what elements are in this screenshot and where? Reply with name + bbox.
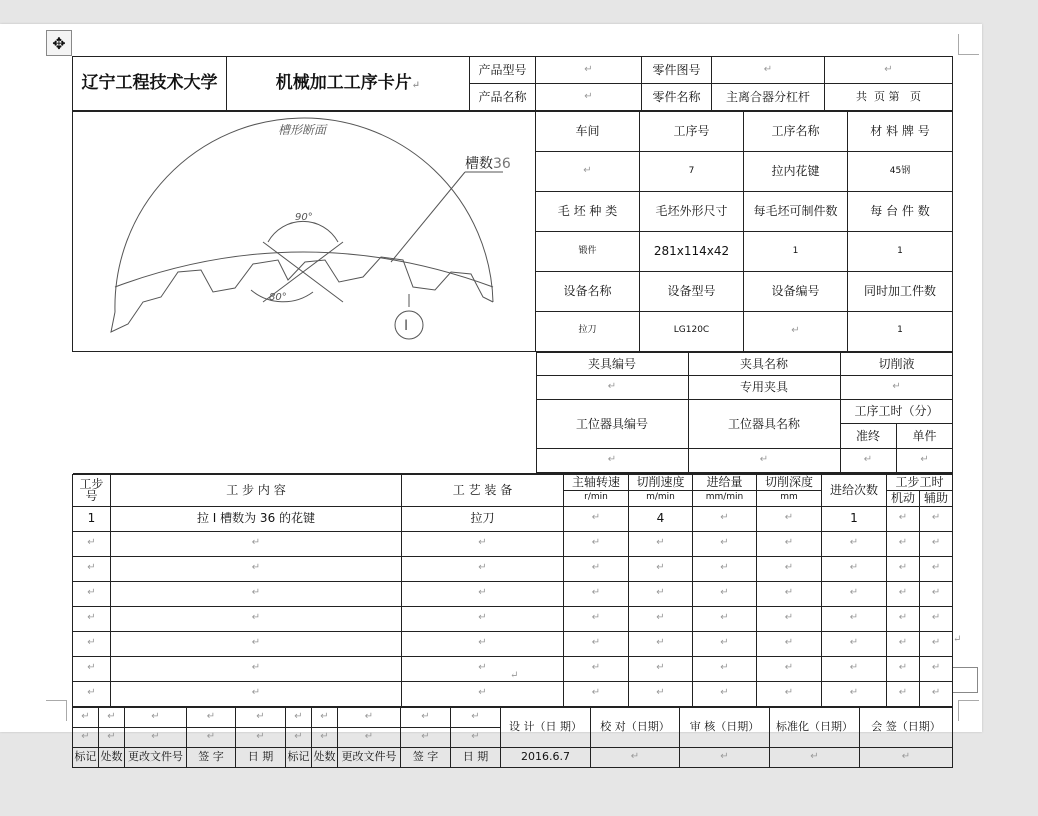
process-card (72, 56, 952, 764)
table-row (73, 506, 953, 531)
step-cell[interactable]: ↵ (757, 531, 822, 556)
step-cell[interactable]: ↵ (887, 681, 920, 706)
step-cell[interactable]: ↵ (822, 681, 887, 706)
step-cell[interactable]: ↵ (629, 581, 693, 606)
blank-type-value[interactable]: 锻件 (536, 231, 640, 271)
rev-cell[interactable]: ↵ (451, 707, 501, 727)
step-cell[interactable]: ↵ (564, 531, 629, 556)
rev-cell[interactable]: ↵ (236, 727, 286, 747)
equipment-model-label: 设备型号 (640, 271, 744, 311)
margin-corner-br (958, 700, 979, 721)
step-cell[interactable]: ↵ (564, 556, 629, 581)
material-value[interactable]: 45钢 (848, 151, 953, 191)
coolant-value[interactable]: ↵ (840, 376, 953, 400)
workshop-value[interactable]: ↵ (536, 151, 640, 191)
step-cell[interactable]: ↵ (920, 681, 953, 706)
op-no-label: 工序号 (640, 112, 744, 152)
th-feed: 进给量 (693, 474, 757, 490)
part-drawing-no-label: 零件图号 (642, 57, 712, 84)
step-cell[interactable]: ↵ (887, 631, 920, 656)
step-equip-cell[interactable]: 拉刀 (402, 506, 564, 531)
rev-cell[interactable]: ↵ (73, 727, 99, 747)
rev-cell[interactable]: ↵ (125, 707, 187, 727)
angle-80: 80° (269, 292, 287, 303)
step-cell[interactable]: ↵ (887, 556, 920, 581)
coolant-label: 切削液 (840, 352, 953, 376)
page-count: 共 页 第 页 (825, 84, 953, 111)
step-cell[interactable]: ↵ (111, 581, 402, 606)
step-cell[interactable]: ↵ (822, 531, 887, 556)
depth-cell[interactable]: ↵ (757, 506, 822, 531)
step-cell[interactable]: ↵ (887, 531, 920, 556)
step-cell[interactable]: ↵ (920, 581, 953, 606)
paragraph-mark: ↵ (953, 634, 962, 645)
step-cell[interactable]: ↵ (887, 606, 920, 631)
standard-label: 标准化（日期） (770, 707, 860, 747)
step-cell[interactable]: ↵ (73, 631, 111, 656)
rev-cell[interactable]: ↵ (99, 707, 125, 727)
fixture-block (73, 351, 953, 473)
per-blank-value[interactable]: 1 (744, 231, 848, 271)
th-speed-unit: m/min (629, 490, 693, 506)
step-cell[interactable]: ↵ (629, 556, 693, 581)
op-time-label: 工序工时（分） (840, 399, 953, 424)
th-spindle: 主轴转速 (564, 474, 629, 490)
per-unit-value[interactable]: 1 (848, 231, 953, 271)
signature-label: 签 字 (401, 747, 451, 767)
th-speed: 切削速度 (629, 474, 693, 490)
angle-90: 90° (295, 212, 313, 223)
step-cell[interactable]: ↵ (402, 681, 564, 706)
feed-cell[interactable]: ↵ (693, 506, 757, 531)
slot-section-drawing (73, 112, 536, 348)
rev-cell[interactable]: ↵ (401, 727, 451, 747)
blank-size-label: 毛坯外形尺寸 (640, 191, 744, 231)
product-model-value[interactable]: ↵ (536, 57, 642, 84)
step-cell[interactable]: ↵ (629, 656, 693, 681)
spindle-cell[interactable]: ↵ (564, 506, 629, 531)
step-content-cell[interactable]: 拉 I 槽数为 36 的花键 (111, 506, 402, 531)
rev-cell[interactable]: ↵ (187, 727, 236, 747)
middle-table (72, 111, 953, 474)
product-model-label: 产品型号 (470, 57, 536, 84)
review-label: 审 核（日期） (680, 707, 770, 747)
th-step-time: 工步工时 (887, 474, 953, 490)
check-label: 校 对（日期） (591, 707, 680, 747)
document-page (0, 24, 982, 764)
step-cell[interactable]: ↵ (887, 656, 920, 681)
step-cell[interactable]: ↵ (757, 631, 822, 656)
rev-cell[interactable]: ↵ (312, 727, 338, 747)
blank-type-label: 毛 坯 种 类 (536, 191, 640, 231)
detail-mark: I (404, 318, 409, 334)
passes-cell[interactable]: 1 (822, 506, 887, 531)
margin-corner-tr (958, 34, 979, 55)
count-label: 处数 (99, 747, 125, 767)
review-date-value[interactable]: ↵ (680, 747, 770, 767)
step-cell[interactable]: ↵ (822, 581, 887, 606)
step-cell[interactable]: ↵ (693, 656, 757, 681)
part-name-label: 零件名称 (642, 84, 712, 111)
rev-cell[interactable]: ↵ (401, 707, 451, 727)
date-label: 日 期 (236, 747, 286, 767)
simultaneous-label: 同时加工件数 (848, 271, 953, 311)
step-cell[interactable]: ↵ (920, 656, 953, 681)
step-cell[interactable]: ↵ (402, 556, 564, 581)
step-cell[interactable]: ↵ (73, 681, 111, 706)
step-cell[interactable]: ↵ (693, 681, 757, 706)
card-title: 机械加工工序卡片↵ (227, 57, 470, 111)
product-name-label: 产品名称 (470, 84, 536, 111)
machine-cell[interactable]: ↵ (887, 506, 920, 531)
station-tool-name-value[interactable]: ↵ (688, 448, 840, 472)
th-feed-unit: mm/min (693, 490, 757, 506)
fixture-no-label: 夹具编号 (536, 352, 688, 376)
table-row (73, 531, 953, 556)
step-cell[interactable]: ↵ (693, 606, 757, 631)
op-name-value[interactable]: 拉内花键 (744, 151, 848, 191)
per-blank-label: 每毛坯可制件数 (744, 191, 848, 231)
rev-cell[interactable]: ↵ (338, 727, 401, 747)
step-cell[interactable]: ↵ (111, 631, 402, 656)
step-cell[interactable]: ↵ (920, 606, 953, 631)
th-step-no: 工步号 (73, 474, 111, 506)
material-label: 材 料 牌 号 (848, 112, 953, 152)
op-no-value[interactable]: 7 (640, 151, 744, 191)
sign-label: 会 签（日期） (860, 707, 953, 747)
step-cell[interactable]: ↵ (73, 531, 111, 556)
fixture-name-label: 夹具名称 (688, 352, 840, 376)
step-cell[interactable]: ↵ (920, 556, 953, 581)
table-row (73, 606, 953, 631)
step-cell[interactable]: ↵ (757, 681, 822, 706)
th-depth: 切削深度 (757, 474, 822, 490)
station-tool-no-label: 工位器具编号 (536, 399, 688, 448)
step-cell[interactable]: ↵ (757, 581, 822, 606)
blank-size-value[interactable]: 281x114x42 (640, 231, 744, 271)
table-row (73, 581, 953, 606)
table-row (73, 556, 953, 581)
station-tool-no-value[interactable]: ↵ (536, 448, 688, 472)
signature-label: 签 字 (187, 747, 236, 767)
step-cell[interactable]: ↵ (564, 606, 629, 631)
th-equipment: 工 艺 装 备 (402, 474, 564, 506)
unit-time-label: 单件 (896, 424, 953, 449)
header-blank[interactable]: ↵ (825, 57, 953, 84)
step-no-cell[interactable]: 1 (73, 506, 111, 531)
design-label: 设 计（日 期） (501, 707, 591, 747)
rev-cell[interactable]: ↵ (99, 727, 125, 747)
th-machine: 机动 (887, 490, 920, 506)
step-cell[interactable]: ↵ (887, 581, 920, 606)
step-cell[interactable]: ↵ (73, 556, 111, 581)
step-cell[interactable]: ↵ (693, 556, 757, 581)
rev-cell[interactable]: ↵ (286, 727, 312, 747)
step-cell[interactable]: ↵ (402, 606, 564, 631)
fixture-table (536, 352, 953, 473)
step-cell[interactable]: ↵ (564, 681, 629, 706)
step-cell[interactable]: ↵ (73, 581, 111, 606)
unit-time-value[interactable]: ↵ (896, 448, 953, 472)
rev-cell[interactable]: ↵ (125, 727, 187, 747)
step-cell[interactable]: ↵ (73, 656, 111, 681)
slot-label: 槽数36 (465, 156, 511, 172)
rev-cell[interactable]: ↵ (286, 707, 312, 727)
step-cell[interactable]: ↵ (111, 656, 402, 681)
station-tool-name-label: 工位器具名称 (688, 399, 840, 448)
equipment-no-label: 设备编号 (744, 271, 848, 311)
table-resize-handle[interactable] (952, 667, 978, 693)
step-cell[interactable]: ↵ (564, 656, 629, 681)
op-name-label: 工序名称 (744, 112, 848, 152)
equipment-name-label: 设备名称 (536, 271, 640, 311)
drawing-area (73, 112, 536, 352)
rev-cell[interactable]: ↵ (338, 707, 401, 727)
equipment-model-value[interactable]: LG120C (640, 311, 744, 351)
th-passes: 进给次数 (822, 474, 887, 506)
table-row (73, 681, 953, 706)
step-cell[interactable]: ↵ (693, 631, 757, 656)
step-cell[interactable]: ↵ (757, 606, 822, 631)
part-drawing-no-value[interactable]: ↵ (712, 57, 825, 84)
mark-label: 标记 (286, 747, 312, 767)
step-cell[interactable]: ↵ (402, 631, 564, 656)
step-cell[interactable]: ↵ (111, 681, 402, 706)
step-cell[interactable]: ↵ (402, 581, 564, 606)
step-cell[interactable]: ↵ (757, 656, 822, 681)
section-label: 槽形断面 (278, 123, 327, 137)
th-aux: 辅助 (920, 490, 953, 506)
count-label: 处数 (312, 747, 338, 767)
aux-cell[interactable]: ↵ (920, 506, 953, 531)
check-date-value[interactable]: ↵ (591, 747, 680, 767)
step-cell[interactable]: ↵ (822, 631, 887, 656)
step-cell[interactable]: ↵ (629, 531, 693, 556)
step-cell[interactable]: ↵ (822, 656, 887, 681)
th-rpm-unit: r/min (564, 490, 629, 506)
table-row (73, 631, 953, 656)
step-cell[interactable]: ↵ (629, 631, 693, 656)
speed-cell[interactable]: 4 (629, 506, 693, 531)
simultaneous-value[interactable]: 1 (848, 311, 953, 351)
step-cell[interactable]: ↵ (402, 531, 564, 556)
th-content: 工 步 内 容 (111, 474, 402, 506)
sign-date-value[interactable]: ↵ (860, 747, 953, 767)
part-name-value[interactable]: 主离合器分杠杆 (712, 84, 825, 111)
footer-table (72, 707, 953, 768)
rev-cell[interactable]: ↵ (312, 707, 338, 727)
step-cell[interactable]: ↵ (111, 556, 402, 581)
step-cell[interactable]: ↵ (920, 531, 953, 556)
rev-cell[interactable]: ↵ (236, 707, 286, 727)
university-name: 辽宁工程技术大学 (73, 57, 227, 111)
standard-date-value[interactable]: ↵ (770, 747, 860, 767)
step-cell[interactable]: ↵ (822, 556, 887, 581)
per-unit-label: 每 台 件 数 (848, 191, 953, 231)
fixture-name-value[interactable]: 专用夹具 (688, 376, 840, 400)
paragraph-mark: ↵ (510, 670, 519, 681)
step-cell[interactable]: ↵ (629, 681, 693, 706)
step-cell[interactable]: ↵ (920, 631, 953, 656)
step-cell[interactable]: ↵ (402, 656, 564, 681)
margin-corner-bl (46, 700, 67, 721)
doc-no-label: 更改文件号 (338, 747, 401, 767)
fixture-no-value[interactable]: ↵ (536, 376, 688, 400)
step-cell[interactable]: ↵ (757, 556, 822, 581)
th-depth-unit: mm (757, 490, 822, 506)
table-move-handle-icon[interactable]: ✥ (46, 30, 72, 56)
rev-cell[interactable]: ↵ (451, 727, 501, 747)
step-cell[interactable]: ↵ (111, 606, 402, 631)
doc-no-label: 更改文件号 (125, 747, 187, 767)
product-name-value[interactable]: ↵ (536, 84, 642, 111)
rev-cell[interactable]: ↵ (187, 707, 236, 727)
step-cell[interactable]: ↵ (73, 606, 111, 631)
step-cell[interactable]: ↵ (629, 606, 693, 631)
step-cell[interactable]: ↵ (564, 631, 629, 656)
step-cell[interactable]: ↵ (693, 531, 757, 556)
design-date-value[interactable]: 2016.6.7 (501, 747, 591, 767)
workshop-label: 车间 (536, 112, 640, 152)
header-table (72, 56, 953, 111)
prep-time-label: 准终 (840, 424, 896, 449)
step-cell[interactable]: ↵ (111, 531, 402, 556)
step-cell[interactable]: ↵ (822, 606, 887, 631)
step-cell[interactable]: ↵ (564, 581, 629, 606)
equipment-name-value[interactable]: 拉刀 (536, 311, 640, 351)
date-label: 日 期 (451, 747, 501, 767)
equipment-no-value[interactable]: ↵ (744, 311, 848, 351)
rev-cell[interactable]: ↵ (73, 707, 99, 727)
mark-label: 标记 (73, 747, 99, 767)
prep-time-value[interactable]: ↵ (840, 448, 896, 472)
step-cell[interactable]: ↵ (693, 581, 757, 606)
